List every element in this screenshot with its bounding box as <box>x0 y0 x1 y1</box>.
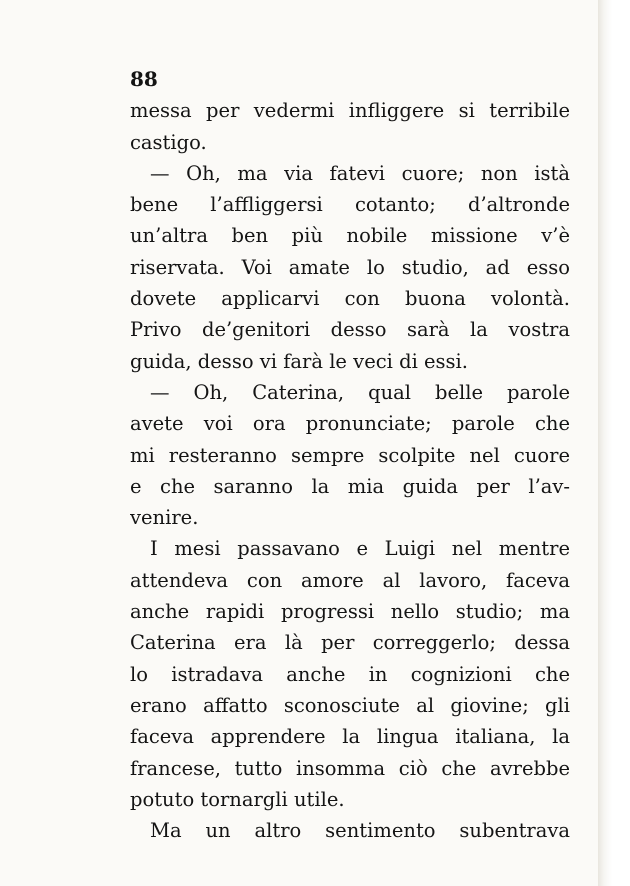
text-line: faceva apprendere la lingua italiana, la <box>130 725 570 749</box>
text-line: e che saranno la mia guida per l’av- <box>130 474 570 498</box>
text-line: bene l’affliggersi cotanto; d’altronde <box>130 193 570 217</box>
text-line: avete voi ora pronunciate; parole che <box>130 412 570 436</box>
text-line: francese, tutto insomma ciò che avrebbe <box>130 756 570 780</box>
text-line: Ma un altro sentimento subentrava <box>150 819 570 843</box>
text-line: Caterina era là per correggerlo; dessa <box>130 631 570 655</box>
text-line: I mesi passavano e Luigi nel mentre <box>150 537 570 561</box>
text-line: erano affatto sconosciute al giovine; gli <box>130 693 570 717</box>
text-line: attendeva con amore al lavoro, faceva <box>130 568 570 592</box>
page-text <box>130 64 570 846</box>
text-line: riservata. Voi amate lo studio, ad esso <box>130 255 570 279</box>
page-number: 88 <box>130 67 158 91</box>
text-line: — Oh, Caterina, qual belle parole <box>150 380 570 404</box>
text-line: Privo de’genitori desso sarà la vostra <box>130 318 570 342</box>
text-line: un’altra ben più nobile missione v’è <box>130 224 570 248</box>
text-line: messa per vedermi infliggere si terribile <box>130 99 570 123</box>
text-line: venire. <box>130 506 199 530</box>
text-line: guida, desso vi farà le veci di essi. <box>130 349 468 373</box>
text-line: — Oh, ma via fatevi cuore; non istà <box>150 161 570 185</box>
text-line: lo istradava anche in cognizioni che <box>130 662 570 686</box>
text-line: dovete applicarvi con buona volontà. <box>130 287 570 311</box>
text-line: potuto tornargli utile. <box>130 787 345 811</box>
text-line: anche rapidi progressi nello studio; ma <box>130 600 570 624</box>
text-line: castigo. <box>130 130 207 154</box>
text-line: mi resteranno sempre scolpite nel cuore <box>130 443 570 467</box>
page-edge <box>598 0 630 886</box>
